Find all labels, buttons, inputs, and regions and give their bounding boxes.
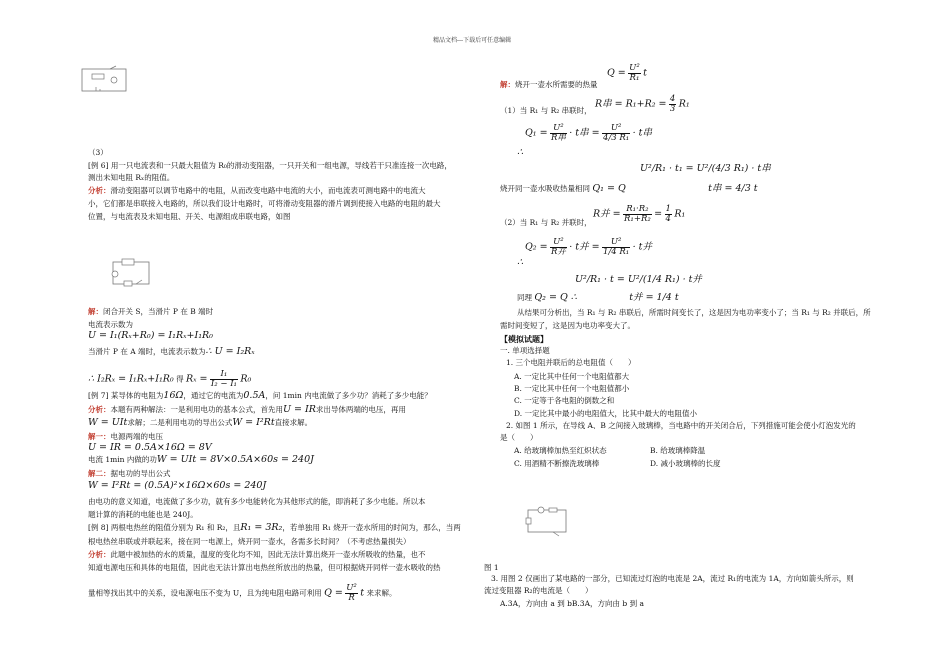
- t-parallel-result: t并 = 1/4 t: [629, 292, 679, 303]
- q1-fraction-2: $\frac{\text{U²}}{\text{4/3 R₁}}$: [603, 123, 630, 143]
- r-series-fraction: $\frac{4}{3}$: [669, 94, 676, 114]
- solution-6-line-3: 当滑片 P 在 A 端时，电流表示数为: [88, 347, 206, 356]
- question-2-stem-a: 2. 如图 1 所示，在导线 A、B 之间接入玻璃棒，当电路中的开关闭合后，下列措施可能会使小灯泡发光的: [506, 421, 856, 430]
- example-7-c: ，问 1min 内电流做了多少功？消耗了多少电能？: [265, 391, 432, 400]
- example-7-r: 16Ω: [163, 390, 184, 401]
- question-2-option-d: D. 减小玻璃棒的长度: [650, 459, 721, 468]
- circuit-figure-3: [80, 65, 130, 97]
- question-3-options: A.3A，方向由 a 到 bB.3A，方向由 b 到 a: [500, 599, 644, 608]
- conclusion-line-2: 需时间变短了，这是因为电功率变大了。: [500, 321, 635, 330]
- analysis-8-d: 来求解。: [366, 588, 397, 598]
- solution-2-eq: W = I²Rt = (0.5A)²×16Ω×60s = 240J: [88, 480, 267, 491]
- q-top-t: t: [643, 67, 647, 79]
- q2-eq: Q₂ =: [525, 241, 548, 253]
- solution-2-b: 由电功的意义知道，电流做了多少功，就有多少电能转化为其他形式的能，即消耗了多少电能。所以本: [88, 497, 426, 506]
- q1-equals-q: Q₁ = Q: [592, 183, 626, 194]
- analysis-7-label: 分析：: [88, 405, 111, 414]
- analysis-7-c: 求解；二是利用电功的导出公式: [127, 418, 233, 427]
- section-single-choice: 一. 单项选择题: [500, 346, 550, 355]
- solution-6-de: 得: [176, 374, 184, 384]
- analysis-6-label: 分析：: [88, 186, 111, 195]
- analysis-7-eq3: W = I²Rt: [232, 417, 275, 428]
- solution-6-equation-3: ∴ I₂Rₓ = I₁Rₓ+I₁R₀: [88, 373, 174, 385]
- conclusion-line-1: 从结果可分析出，当 R₁ 与 R₂ 串联后，所需时间变长了，这是因为电功率变小了；当 R₁ 与 R₂ 并联后，所: [517, 308, 871, 317]
- question-1-option-c: C. 一定等于各电阻的倒数之和: [514, 396, 615, 405]
- solution-8-a: 烧开一壶水所需要的热量: [515, 80, 598, 89]
- question-3-line-2: 流过变阻器 R₂的电流是（ ）: [484, 586, 593, 595]
- analysis-7-eq: U = IR: [283, 404, 316, 415]
- solution-6-line-2: 电流表示数为: [88, 320, 133, 329]
- question-2-stem-b: 是（ ）: [500, 433, 538, 442]
- figure-3-label: （3）: [88, 148, 108, 157]
- example-8-c: 根电热丝串联或并联起来，接在同一电源上，烧开同一壶水，各需多长时间？（不考虑热量损失）: [88, 537, 411, 546]
- example-6-line-2: 测出未知电阻 Rₓ的阻值。: [88, 173, 175, 182]
- analysis-6-line-3: 位置，与电流表及未知电阻、开关、电源组成串联电路，如图: [88, 212, 291, 221]
- example-8-a: [例 8] 两根电热丝的阻值分别为 R₁ 和 R₂，且: [88, 523, 241, 532]
- analysis-7-b: 求出导体两端的电压，再用: [315, 405, 406, 414]
- question-3-line-1: 3. 用图 2 仅画出了某电路的一部分，已知流过灯泡的电流是 2A，流过 R₁的电流为 1A，方向如箭头所示，则: [491, 574, 854, 583]
- q-top-fraction: $\frac{\text{U²}}{\text{R₁}}$: [629, 63, 640, 83]
- analysis-8-b: 知道电源电压和具体的电阻值，因此也无法计算出电热丝所放出的热量，但可根据烧开同样一壶水吸收的热: [88, 563, 441, 572]
- series-relation: U²/R₁ · t₁ = U²/(4/3 R₁) · t串: [640, 163, 771, 174]
- r-parallel-eq2: =: [654, 208, 663, 220]
- q-top-eq: Q =: [607, 67, 626, 79]
- r-series-eq: R串 = R₁+R₂ =: [595, 98, 667, 110]
- mock-test-heading: 【模拟试题】: [500, 334, 548, 344]
- r-parallel-eq: R并 =: [593, 208, 621, 220]
- q1-eq: Q₁ =: [525, 127, 548, 139]
- analysis-7-eq2: W = UIt: [88, 417, 128, 428]
- analysis-8-a: 此题中被加热的水的质量，温度的变化均不知，因此无法计算出烧开一壶水所吸收的热量，也不: [110, 550, 426, 559]
- solution-8-label: 解：: [500, 80, 515, 89]
- solution-6-rx-fraction: $\frac{\text{I₁}}{\text{I₂ − I₁}}$: [210, 369, 237, 389]
- q1-t2: · t串: [632, 127, 652, 139]
- solution-1-a: 电源两端的电压: [110, 432, 163, 441]
- example-8-eq: R₁ = 3R₂: [240, 522, 283, 533]
- solution-2-c: 题计算的消耗的电能也是 240J。: [88, 510, 198, 519]
- analysis-8-q-t: t: [360, 587, 365, 599]
- t-series-result: t串 = 4/3 t: [708, 183, 758, 194]
- q2-equals-q: Q₂ = Q ∴: [534, 292, 577, 303]
- q2-fraction: $\frac{\text{U²}}{\text{R并}}$: [550, 237, 566, 257]
- example-7-b: ，通过它的电流为: [183, 391, 244, 400]
- solution-6-equation-2: ∴ U = I₂Rₓ: [205, 346, 255, 357]
- analysis-7-a: 本题有两种解法：一是利用电功的基本公式，首先用: [110, 405, 283, 414]
- same-heat-text: 烧开同一壶水吸收热量相同: [500, 184, 590, 193]
- q2-t: · t并 =: [569, 241, 600, 253]
- parallel-relation: U²/R₁ · t = U²/(1/4 R₁) · t并: [575, 274, 702, 285]
- solution-1-label: 解一：: [88, 432, 111, 441]
- solution-1-eq2: W = UIt = 8V×0.5A×60s = 240J: [156, 454, 314, 465]
- analysis-7-d: 直接求解。: [274, 418, 313, 427]
- solution-6-rx-tail: R₀: [240, 373, 252, 385]
- r-parallel-t: R₁: [674, 208, 686, 220]
- solution-6-equation-1: U = I₁(Rₓ+R₀) = I₁Rₓ+I₁R₀: [88, 330, 213, 341]
- analysis-8-q-fraction: $\frac{\text{U²}}{R}$: [346, 583, 357, 603]
- example-8-b: ，若单独用 R₁ 烧开一壶水所用的时间为，那么，当两: [282, 523, 461, 532]
- solution-2-a: 据电功的导出公式: [110, 469, 171, 478]
- therefore-1: ∴: [517, 147, 524, 158]
- analysis-6-line-2: 小，它们都是串联接入电路的，所以我们设计电路时，可将滑动变阻器的滑片调到使接入电路的电阻的最大: [88, 199, 441, 208]
- example-6-line-1: [例 6] 用一只电流表和一只最大阻值为 R₀的滑动变阻器，一只开关和一组电源，导线若干只准连接一次电路，: [88, 161, 452, 170]
- question-1-option-d: D. 一定比其中最小的电阻值大，比其中最大的电阻值小: [514, 409, 698, 418]
- question-1-option-a: A. 一定比其中任何一个电阻值都大: [514, 372, 630, 381]
- analysis-8-c: 量相等找出其中的关系，设电源电压不变为 U，且为纯电阻电路可利用: [88, 588, 322, 598]
- analysis-8-q: Q =: [324, 587, 343, 599]
- q2-t2: · t并: [632, 241, 652, 253]
- solution-6-line-1: 闭合开关 S，当滑片 P 在 B 端时: [103, 307, 214, 316]
- solution-6-rx: Rₓ =: [186, 373, 208, 385]
- example-7-i: 0.5A: [243, 390, 266, 401]
- solution-1-b: 电流 1min 内做的功: [88, 455, 157, 464]
- circuit-figure-1: [523, 500, 573, 540]
- question-2-option-c: C. 用酒精不断擦洗玻璃棒: [514, 459, 600, 468]
- figure-1-label: 图 1: [484, 563, 499, 572]
- circuit-figure-example-6: [110, 258, 154, 290]
- r-parallel-fraction-2: $\frac{1}{4}$: [665, 204, 671, 224]
- solution-1-eq1: U = IR = 0.5A×16Ω = 8V: [88, 442, 212, 453]
- therefore-2: ∴: [517, 257, 524, 268]
- r-series-t: R₁: [678, 98, 690, 110]
- q1-t: · t串 =: [569, 127, 600, 139]
- question-2-option-b: B. 给玻璃棒降温: [650, 446, 706, 455]
- q2-fraction-2: $\frac{\text{U²}}{\text{1/4 R₁}}$: [603, 237, 630, 257]
- question-1-stem: 1. 三个电阻并联后的总电阻值（ ）: [506, 358, 636, 367]
- analysis-8-label: 分析：: [88, 550, 111, 559]
- q1-fraction: $\frac{\text{U²}}{\text{R串}}$: [550, 123, 566, 143]
- part-2-label: （2）当 R₁ 与 R₂ 并联时，: [500, 218, 592, 227]
- page-header: 精品文档---下载后可任意编辑: [433, 37, 512, 44]
- same-reason: 同理: [517, 293, 532, 302]
- solution-6-label: 解：: [88, 307, 103, 316]
- solution-2-label: 解二：: [88, 469, 111, 478]
- question-1-option-b: B. 一定比其中任何一个电阻值都小: [514, 384, 630, 393]
- part-1-label: （1）当 R₁ 与 R₂ 串联时，: [500, 106, 592, 115]
- question-2-option-a: A. 给玻璃棒加热至红炽状态: [514, 446, 607, 455]
- analysis-6-line-1: 滑动变阻器可以调节电路中的电阻，从而改变电路中电流的大小，而电流表可测电路中的电流大: [110, 186, 426, 195]
- r-parallel-fraction: $\frac{\text{R₁·R₂}}{\text{R₁+R₂}}$: [624, 204, 651, 224]
- example-7-a: [例 7] 某导体的电阻为: [88, 391, 164, 400]
